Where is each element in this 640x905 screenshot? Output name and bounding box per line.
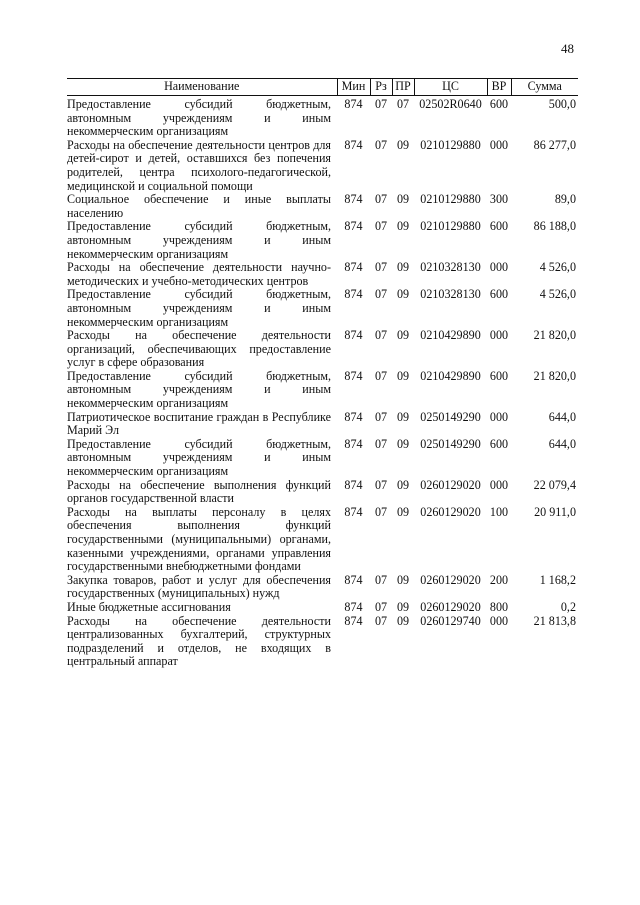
row-name: Предоставление субсидий бюджетным, автономным учреждениям и иным некоммерческим организациям — [67, 368, 331, 411]
header-pr: ПР — [392, 79, 414, 96]
row-vr: 600 — [489, 97, 509, 111]
row-rz: 07 — [374, 192, 388, 207]
row-vr: 600 — [489, 368, 509, 383]
row-name: Расходы на обеспечение деятельности централизованных бухгалтерий, структурных подразделений и отделов, не входящих в центральный аппарат — [67, 613, 331, 669]
row-min: 874 — [344, 260, 363, 275]
table-body — [67, 96, 578, 669]
row-rz: 07 — [374, 572, 388, 587]
row-vr: 000 — [489, 477, 509, 492]
row-sum: 22 079,4 — [533, 477, 576, 492]
row-min: 874 — [344, 137, 363, 152]
row-rz: 07 — [374, 477, 388, 492]
table-row — [67, 98, 578, 139]
table-row — [67, 329, 578, 370]
row-sum: 4 526,0 — [539, 287, 576, 302]
row-sum: 86 188,0 — [533, 219, 576, 234]
table-header-row — [67, 79, 578, 96]
row-vr: 000 — [489, 260, 509, 275]
row-cs: 0260129020 — [420, 599, 481, 614]
row-vr: 000 — [489, 137, 509, 152]
row-cs: 0260129020 — [420, 572, 481, 587]
row-min: 874 — [344, 409, 363, 424]
page-number: 48 — [561, 41, 574, 56]
row-name: Предоставление субсидий бюджетным, автономным учреждениям и иным некоммерческим организациям — [67, 97, 331, 139]
row-name: Расходы на обеспечение деятельности центров для детей-сирот и детей, оставшихся без попечения родителей, центра психолого-педагогической, медицинской и социальной помощи — [67, 137, 331, 193]
row-sum: 86 277,0 — [533, 137, 576, 152]
table-row — [67, 193, 578, 220]
row-rz: 07 — [374, 436, 388, 451]
row-rz: 07 — [374, 409, 388, 424]
table-row — [67, 506, 578, 574]
row-name: Патриотическое воспитание граждан в Республике Марий Эл — [67, 409, 331, 438]
row-min: 874 — [344, 599, 363, 614]
row-vr: 600 — [489, 287, 509, 302]
row-cs: 0260129740 — [420, 613, 481, 628]
row-min: 874 — [344, 436, 363, 451]
row-rz: 07 — [374, 368, 388, 383]
row-pr: 09 — [396, 192, 410, 207]
row-cs: 0210429890 — [420, 328, 481, 343]
row-cs: 0210328130 — [420, 260, 481, 275]
table-row — [67, 601, 578, 615]
row-vr: 000 — [489, 409, 509, 424]
row-pr: 09 — [396, 328, 410, 343]
row-sum: 4 526,0 — [539, 260, 576, 275]
row-vr: 600 — [489, 436, 509, 451]
row-vr: 800 — [489, 599, 509, 614]
row-vr: 000 — [489, 328, 509, 343]
row-min: 874 — [344, 477, 363, 492]
row-vr: 600 — [489, 219, 509, 234]
row-name: Расходы на выплаты персоналу в целях обеспечения выполнения функций государственными (муниципальными) органами, казенными учреждениями, органами управления государственными внебюджетными фондами — [67, 504, 331, 574]
table-row — [67, 370, 578, 411]
row-sum: 1 168,2 — [539, 572, 576, 587]
row-sum: 500,0 — [548, 97, 576, 111]
row-name: Предоставление субсидий бюджетным, автономным учреждениям и иным некоммерческим организациям — [67, 436, 331, 479]
row-rz: 07 — [374, 97, 388, 111]
table-row — [67, 479, 578, 506]
row-cs: 0260129020 — [420, 477, 481, 492]
row-cs: 0260129020 — [420, 504, 481, 519]
row-rz: 07 — [374, 599, 388, 614]
row-rz: 07 — [374, 287, 388, 302]
row-min: 874 — [344, 613, 363, 628]
table-row — [67, 220, 578, 261]
row-min: 874 — [344, 192, 363, 207]
row-min: 874 — [344, 504, 363, 519]
row-cs: 0210129880 — [420, 192, 481, 207]
row-vr: 200 — [489, 572, 509, 587]
row-name: Предоставление субсидий бюджетным, автономным учреждениям и иным некоммерческим организациям — [67, 287, 331, 329]
row-pr: 09 — [396, 137, 410, 152]
row-sum: 21 820,0 — [533, 328, 576, 343]
row-name: Предоставление субсидий бюджетным, автономным учреждениям и иным некоммерческим организациям — [67, 219, 331, 261]
row-name: Расходы на обеспечение деятельности организаций, обеспечивающих предоставление услуг в сфере образования — [67, 328, 331, 370]
row-pr: 09 — [396, 477, 410, 492]
row-rz: 07 — [374, 328, 388, 343]
row-vr: 000 — [489, 613, 509, 628]
row-rz: 07 — [374, 504, 388, 519]
table-row — [67, 438, 578, 479]
row-name: Расходы на обеспечение выполнения функций органов государственной власти — [67, 477, 331, 506]
table-row — [67, 615, 578, 669]
header-name: Наименование — [67, 79, 337, 96]
row-pr: 07 — [396, 97, 410, 111]
table-row — [67, 574, 578, 601]
row-name: Иные бюджетные ассигнования — [67, 599, 231, 614]
row-pr: 09 — [396, 260, 410, 275]
header-min: Мин — [337, 79, 370, 96]
row-sum: 0,2 — [560, 599, 576, 614]
row-min: 874 — [344, 368, 363, 383]
row-sum: 20 911,0 — [534, 504, 576, 519]
row-cs: 0250149290 — [420, 436, 481, 451]
row-cs: 0250149290 — [420, 409, 481, 424]
row-pr: 09 — [396, 599, 410, 614]
row-name: Расходы на обеспечение деятельности научно-методических и учебно-методических центров — [67, 260, 331, 288]
row-pr: 09 — [396, 287, 410, 302]
row-sum: 21 820,0 — [533, 368, 576, 383]
row-pr: 09 — [396, 613, 410, 628]
row-sum: 644,0 — [548, 436, 576, 451]
row-vr: 100 — [489, 504, 509, 519]
table-row — [67, 288, 578, 329]
header-cs: ЦС — [414, 79, 487, 96]
row-sum: 89,0 — [554, 192, 576, 207]
row-sum: 21 813,8 — [533, 613, 576, 628]
row-pr: 09 — [396, 219, 410, 234]
row-pr: 09 — [396, 436, 410, 451]
header-rz: Рз — [370, 79, 392, 96]
row-name: Социальное обеспечение и иные выплаты населению — [67, 192, 331, 220]
row-cs: 02502R0640 — [419, 97, 482, 111]
row-rz: 07 — [374, 613, 388, 628]
row-cs: 0210328130 — [420, 287, 481, 302]
header-sum: Сумма — [511, 79, 578, 96]
row-pr: 09 — [396, 504, 410, 519]
row-sum: 644,0 — [548, 409, 576, 424]
row-min: 874 — [344, 97, 363, 111]
header-vr: ВР — [487, 79, 511, 96]
row-vr: 300 — [489, 192, 509, 207]
table-row — [67, 261, 578, 288]
row-min: 874 — [344, 328, 363, 343]
row-pr: 09 — [396, 572, 410, 587]
budget-table — [67, 78, 578, 669]
row-cs: 0210129880 — [420, 219, 481, 234]
row-pr: 09 — [396, 368, 410, 383]
row-rz: 07 — [374, 137, 388, 152]
row-cs: 0210129880 — [420, 137, 481, 152]
row-min: 874 — [344, 287, 363, 302]
table-row — [67, 411, 578, 438]
table-row — [67, 139, 578, 193]
row-min: 874 — [344, 219, 363, 234]
row-cs: 0210429890 — [420, 368, 481, 383]
row-min: 874 — [344, 572, 363, 587]
row-rz: 07 — [374, 260, 388, 275]
row-rz: 07 — [374, 219, 388, 234]
row-name: Закупка товаров, работ и услуг для обеспечения государственных (муниципальных) нужд — [67, 572, 331, 601]
row-pr: 09 — [396, 409, 410, 424]
